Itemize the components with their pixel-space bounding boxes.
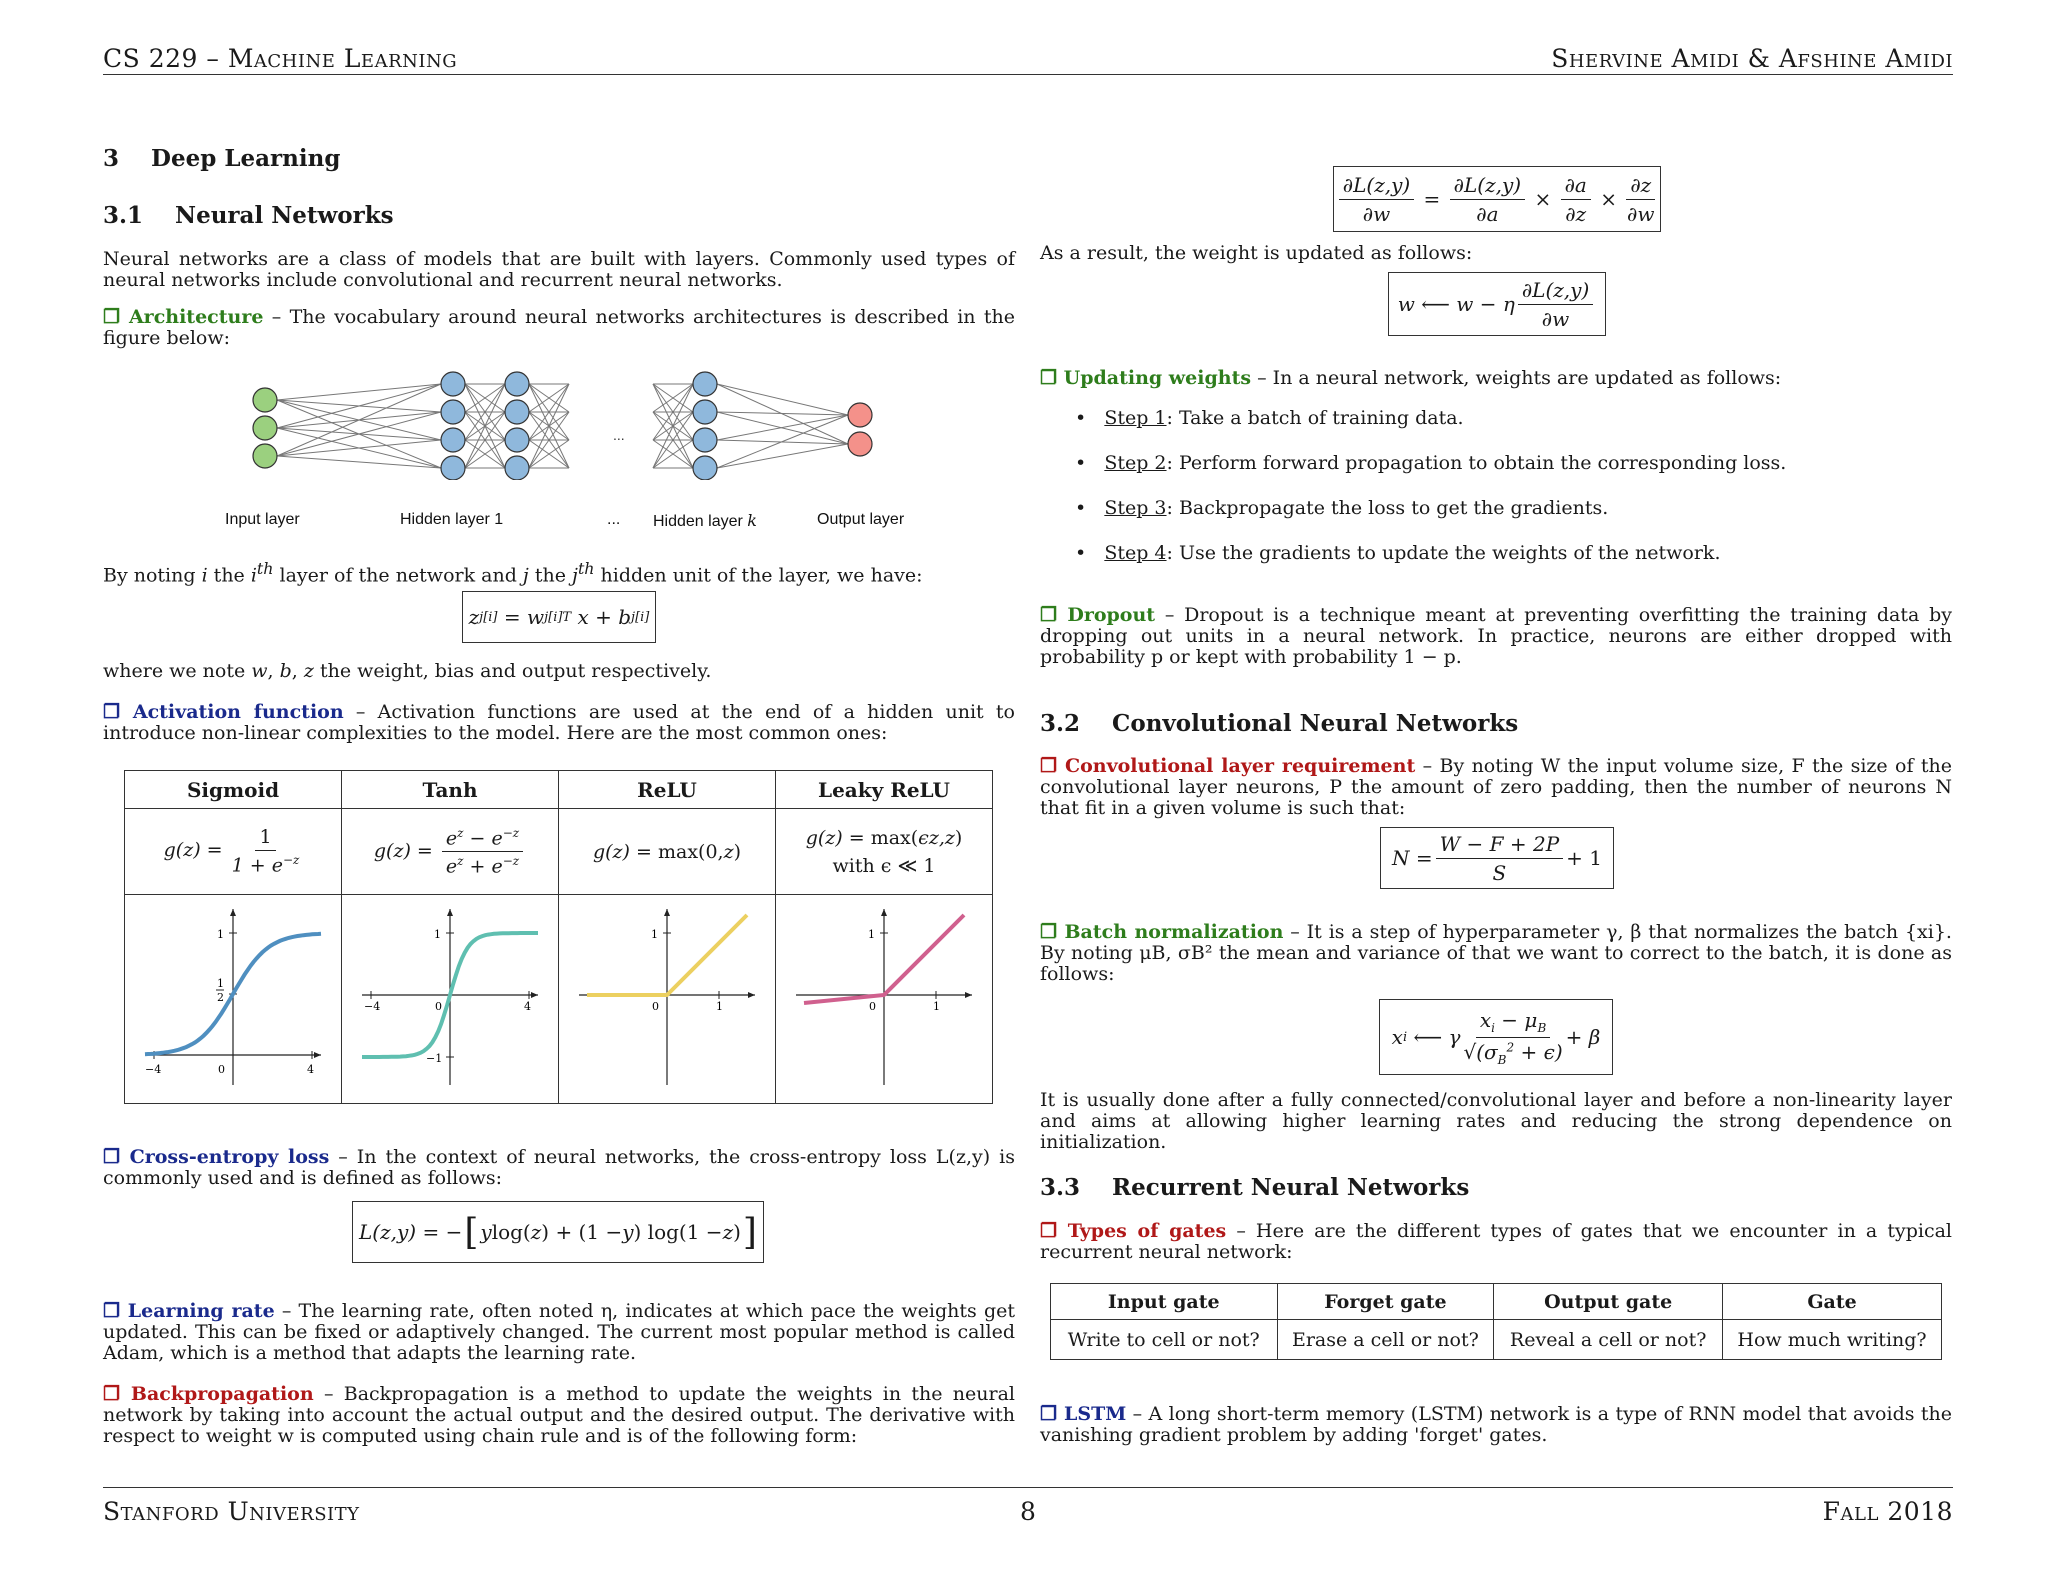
learning-rate-paragraph (103, 1301, 1015, 1364)
label-hidden-layer-1: Hidden layer 1 (400, 511, 504, 528)
list-item: • Step 4: Use the gradients to update the weights of the network. (1075, 542, 1721, 564)
svg-text:4: 4 (307, 1063, 314, 1076)
gates-cell: How much writing? (1723, 1320, 1942, 1360)
types-of-gates-paragraph (1040, 1221, 1952, 1263)
page-number: 8 (1020, 1497, 1037, 1526)
gates-cell: Reveal a cell or not? (1494, 1320, 1723, 1360)
batch-norm-after: It is usually done after a fully connected/convolutional layer and before a non-linearity layer and aims at allowing higher learning rates and reducing the strong dependence on initialization. (1040, 1089, 1952, 1153)
activation-heading: ❐ Activation function (103, 701, 344, 723)
plot-cell-sigmoid (125, 895, 342, 1104)
footer-right: Fall 2018 (1822, 1497, 1953, 1526)
svg-text:0: 0 (652, 1000, 659, 1013)
neuron-node (505, 428, 529, 452)
lstm-body: – A long short-term memory (LSTM) network is a type of RNN model that avoids the vanishing gradient problem by adding 'forget' gates. (1040, 1403, 1952, 1446)
equation-chain-rule: $\frac{\partial L(z,y)}{\partial w}$ = $\frac{\partial L(z,y)}{\partial a}$ × $\frac{\partial a}{\partial z}$ × $\frac{\partial z}{\partial w}$ (1333, 166, 1661, 232)
neuron-node (441, 428, 465, 452)
neuron-node (693, 372, 717, 396)
conv-layer-paragraph (1040, 756, 1952, 819)
equation-batch-norm: x i ⟵ γ $\frac{x_i - \mu_B}{√(\sigma_B^2 + \epsilon)}$ + β (1379, 999, 1613, 1075)
gates-cell: Erase a cell or not? (1277, 1320, 1494, 1360)
svg-text:0: 0 (435, 1000, 442, 1013)
list-item: • Step 2: Perform forward propagation to obtain the corresponding loss. (1075, 452, 1787, 474)
svg-text:−1: −1 (426, 1052, 443, 1065)
neuron-node (848, 432, 872, 456)
label-hidden-layer-k: Hidden layer k (653, 511, 757, 530)
svg-text:2: 2 (217, 991, 224, 1004)
label-input-layer: Input layer (225, 511, 300, 528)
header-right: Shervine Amidi & Afshine Amidi (1551, 44, 1953, 73)
updating-weights-heading: ❐ Updating weights (1040, 367, 1252, 389)
cross-entropy-heading: ❐ Cross-entropy loss (103, 1146, 330, 1168)
equation-weight-update: w ⟵ w − η $\frac{\partial L(z,y)}{\partial w}$ (1388, 272, 1606, 336)
svg-text:0: 0 (218, 1063, 225, 1076)
neuron-node (441, 456, 465, 480)
formula-sigmoid: g(z) = $\frac{1}{1 + e^{-z}}$ (125, 809, 342, 895)
formula-relu: g(z) = max(0,z) (559, 809, 776, 895)
svg-text:−4: −4 (145, 1063, 162, 1076)
updating-weights-paragraph (1040, 368, 1952, 389)
activation-paragraph (103, 702, 1015, 744)
plot-relu (559, 895, 775, 1099)
plot-cell-relu (559, 895, 776, 1104)
wbz-paragraph: where we note w, b, z the weight, bias and output respectively. (103, 660, 712, 682)
neuron-node (505, 400, 529, 424)
svg-text:1: 1 (217, 928, 224, 941)
footer-left: Stanford University (103, 1497, 360, 1526)
conv-layer-body: – By noting W the input volume size, F the size of the convolutional layer neurons, P the amount of zero padding, then the number of neurons N that fit in a given volume is such that: (1040, 755, 1952, 819)
updating-weights-body: – In a neural network, weights are updated as follows: (1251, 367, 1782, 389)
as-result-text: As a result, the weight is updated as follows: (1040, 242, 1473, 264)
plot-sigmoid (125, 895, 341, 1099)
activation-table (124, 770, 993, 1104)
neural-network-diagram (230, 360, 930, 480)
backprop-body: – Backpropagation is a method to update the weights in the neural network by taking into account the actual output and the desired output. The derivative with respect to weight w is computed using chain rule and is of the following form: (103, 1383, 1015, 1447)
header-relu: ReLU (559, 771, 776, 809)
learning-rate-body: – The learning rate, often noted η, indicates at which pace the weights get updated. This can be fixed or adaptively changed. The current most popular method is called Adam, which is a method that adapts the learning rate. (103, 1300, 1015, 1364)
svg-text:1: 1 (716, 1000, 723, 1013)
section-3-title: 3 Deep Learning (103, 145, 341, 172)
header-rule (103, 74, 1953, 75)
footer-rule (103, 1487, 1953, 1488)
gates-header: Output gate (1494, 1284, 1723, 1320)
svg-text:1: 1 (651, 928, 658, 941)
batch-norm-paragraph (1040, 922, 1952, 985)
section-3-1-title: 3.1 Neural Networks (103, 202, 394, 229)
neuron-node (693, 428, 717, 452)
learning-rate-heading: ❐ Learning rate (103, 1300, 275, 1322)
label-output-layer: Output layer (817, 511, 905, 528)
noting-paragraph: By noting i the $i^{th}$ layer of the network and j the $j^{th}$ hidden unit of the layer, we have: (103, 559, 923, 587)
leaky-note: with ϵ ≪ 1 (832, 854, 936, 877)
svg-text:0: 0 (869, 1000, 876, 1013)
equation-z: z j [i] = w j [i]T x + b j [i] (462, 591, 656, 643)
types-of-gates-heading: ❐ Types of gates (1040, 1220, 1227, 1242)
plot-cell-leaky-relu (776, 895, 993, 1104)
equation-conv-neurons: N = $\frac{W - F + 2P}{S}$ + 1 (1380, 827, 1614, 889)
neuron-node (253, 444, 277, 468)
neuron-node (693, 456, 717, 480)
backprop-paragraph (103, 1384, 1015, 1447)
svg-text:1: 1 (217, 977, 224, 990)
list-item: • Step 1: Take a batch of training data. (1075, 407, 1464, 429)
header-sigmoid: Sigmoid (125, 771, 342, 809)
neuron-node (693, 400, 717, 424)
gates-header: Input gate (1051, 1284, 1278, 1320)
neuron-node (848, 403, 872, 427)
section-3-2-title: 3.2 Convolutional Neural Networks (1040, 710, 1519, 737)
section-3-3-title: 3.3 Recurrent Neural Networks (1040, 1174, 1470, 1201)
dropout-heading: ❐ Dropout (1040, 604, 1156, 626)
formula-leaky-relu: g(z) = max(ϵz,z) with ϵ ≪ 1 (776, 809, 993, 895)
dropout-body: – Dropout is a technique meant at preventing overfitting the training data by dropping out units in a neural network. In practice, neurons are either dropped with probability p or kept with probability 1 − p. (1040, 604, 1952, 668)
svg-text:4: 4 (524, 1000, 531, 1013)
cross-entropy-paragraph (103, 1147, 1015, 1189)
activation-body: – Activation functions are used at the end of a hidden unit to introduce non-linear complexities to the model. Here are the most common ones: (103, 701, 1015, 744)
equation-cross-entropy: L(z,y) = − [ y log( z ) + (1 − y ) log(1 − z ) ] (352, 1201, 764, 1263)
neuron-node (441, 400, 465, 424)
neuron-node (505, 372, 529, 396)
neuron-node (505, 456, 529, 480)
lstm-heading: ❐ LSTM (1040, 1403, 1127, 1425)
gates-cell: Write to cell or not? (1051, 1320, 1278, 1360)
cross-entropy-body: – In the context of neural networks, the cross-entropy loss L(z,y) is commonly used and is defined as follows: (103, 1146, 1015, 1189)
svg-text:1: 1 (868, 928, 875, 941)
dropout-paragraph (1040, 605, 1952, 668)
label-dots: ... (607, 511, 621, 528)
list-item: • Step 3: Backpropagate the loss to get the gradients. (1075, 497, 1609, 519)
header-leaky-relu: Leaky ReLU (776, 771, 993, 809)
header-left: CS 229 – Machine Learning (103, 44, 458, 73)
neuron-node (441, 372, 465, 396)
formula-tanh: g(z) = $\frac{e^z - e^{-z}}{e^z + e^{-z}}$ (342, 809, 559, 895)
plot-leaky-relu (776, 895, 992, 1099)
intro-paragraph: Neural networks are a class of models that are built with layers. Commonly used types of neural networks include convolutional and recurrent neural networks. (103, 248, 1015, 291)
header-tanh: Tanh (342, 771, 559, 809)
svg-text:1: 1 (434, 928, 441, 941)
neuron-node (253, 416, 277, 440)
svg-text:−4: −4 (364, 1000, 381, 1013)
plot-cell-tanh (342, 895, 559, 1104)
architecture-paragraph (103, 307, 1015, 349)
batch-norm-body: – It is a step of hyperparameter γ, β that normalizes the batch {xi}. By noting μB, σB² the mean and variance of that we want to correct to the batch, it is done as follows: (1040, 921, 1952, 985)
architecture-heading: ❐ Architecture (103, 306, 264, 328)
batch-norm-heading: ❐ Batch normalization (1040, 921, 1284, 943)
svg-text:1: 1 (933, 1000, 940, 1013)
neuron-node (253, 388, 277, 412)
steps-list (1075, 407, 1945, 567)
gates-header: Gate (1723, 1284, 1942, 1320)
conv-layer-heading: ❐ Convolutional layer requirement (1040, 755, 1416, 777)
types-of-gates-body: – Here are the different types of gates that we encounter in a typical recurrent neural network: (1040, 1220, 1952, 1263)
nn-mid-dots: ... (613, 427, 625, 443)
architecture-body: – The vocabulary around neural networks architectures is described in the figure below: (103, 306, 1015, 349)
gates-header: Forget gate (1277, 1284, 1494, 1320)
gates-table (1050, 1283, 1942, 1360)
backprop-heading: ❐ Backpropagation (103, 1383, 314, 1405)
lstm-paragraph (1040, 1404, 1952, 1446)
plot-tanh (342, 895, 558, 1099)
